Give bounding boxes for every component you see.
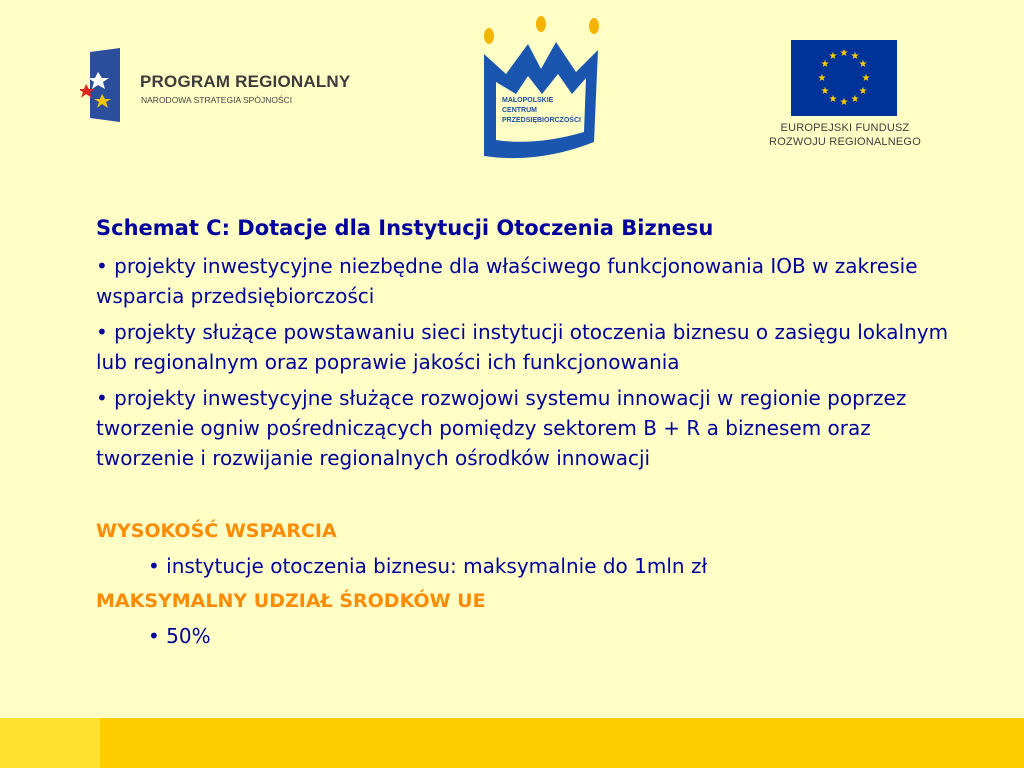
eu-fund-logo bbox=[760, 40, 930, 152]
svg-text:★: ★ bbox=[861, 73, 871, 84]
program-regionalny-title: PROGRAM REGIONALNY bbox=[140, 72, 351, 91]
eu-share-item: • 50% bbox=[148, 624, 211, 648]
slide-heading: Schemat C: Dotacje dla Instytucji Otoczenia Biznesu bbox=[96, 216, 714, 240]
svg-text:★: ★ bbox=[850, 94, 860, 105]
eu-fund-text: EUROPEJSKI FUNDUSZ ROZWOJU REGIONALNEGO bbox=[769, 122, 921, 148]
program-regionalny-emblem-icon bbox=[80, 48, 132, 126]
svg-text:★: ★ bbox=[817, 73, 827, 84]
support-item: • instytucje otoczenia biznesu: maksymalnie do 1mln zł bbox=[148, 554, 708, 578]
svg-text:★: ★ bbox=[828, 51, 838, 62]
bullet-item: • projekty służące powstawaniu sieci instytucji otoczenia biznesu o zasięgu lokalnym lub regionalnym oraz poprawie jakości ich funkcjonowania bbox=[96, 320, 949, 374]
svg-text:★: ★ bbox=[820, 86, 830, 97]
support-heading: WYSOKOŚĆ WSPARCIA bbox=[96, 520, 337, 542]
footer-bar bbox=[0, 718, 1024, 768]
bullet-item: • projekty inwestycyjne służące rozwojowi systemu innowacji w regionie poprzez tworzenie ogniw pośredniczących pomiędzy sektorem B + R a biznesem oraz tworzenie i rozwijanie regionalnych ośrodków innowacji bbox=[96, 386, 907, 470]
program-regionalny-subtitle: NARODOWA STRATEGIA SPÓJNOŚCI bbox=[141, 95, 293, 105]
crown-icon bbox=[476, 14, 606, 162]
mcp-logo bbox=[476, 14, 606, 162]
svg-text:★: ★ bbox=[839, 48, 849, 59]
svg-text:★: ★ bbox=[828, 94, 838, 105]
svg-text:★: ★ bbox=[839, 97, 849, 108]
svg-text:★: ★ bbox=[858, 59, 868, 70]
eu-share-heading: MAKSYMALNY UDZIAŁ ŚRODKÓW UE bbox=[96, 590, 486, 612]
slide-content bbox=[96, 211, 956, 651]
svg-text:★: ★ bbox=[850, 51, 860, 62]
mcp-logo-text: MAŁOPOLSKIE CENTRUM PRZEDSIĘBIORCZOŚCI bbox=[502, 97, 581, 124]
svg-text:★: ★ bbox=[858, 86, 868, 97]
program-regionalny-logo bbox=[80, 48, 360, 126]
svg-text:★: ★ bbox=[820, 59, 830, 70]
footer-bar-accent bbox=[0, 718, 100, 768]
eu-flag-icon bbox=[791, 40, 897, 116]
bullet-item: • projekty inwestycyjne niezbędne dla właściwego funkcjonowania IOB w zakresie wsparcia przedsiębiorczości bbox=[96, 254, 918, 308]
